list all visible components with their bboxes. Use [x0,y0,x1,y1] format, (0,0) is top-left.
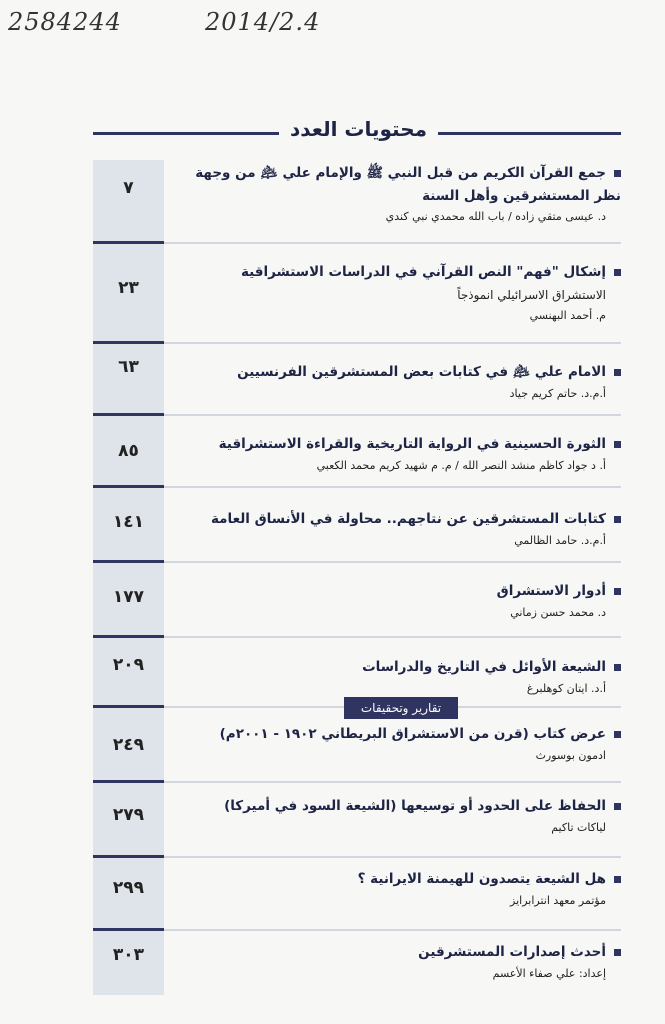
bullet-icon [614,731,621,738]
page-separator [93,928,164,931]
entry-authors: لياكات تاكيم [551,821,606,834]
page-separator [93,780,164,783]
bullet-icon [614,803,621,810]
entry-title: عرض كتاب (قرن من الاستشراق البريطاني ١٩٠٢ - ٢٠٠١م) [219,726,606,742]
handwritten-date: 2014/2.4 [205,8,321,36]
toc-entry [93,425,621,500]
page-separator [93,341,164,344]
entry-title: جمع القرآن الكريم من قبل النبي ﷺ والإمام علي ﵇ من وجهة [195,165,606,181]
entry-divider [164,486,621,488]
title-rule-right [438,132,621,135]
entry-title: إشكال "فهم" النص القرآني في الدراسات الاستشراقية [240,264,606,280]
bullet-icon [614,949,621,956]
entry-authors: أ.د. ايتان كوهلبرغ [526,682,606,695]
entry-title-line [189,580,621,603]
entry-body [189,508,621,551]
entry-title: كتابات المستشرقين عن نتاجهم.. محاولة في الأنساق العامة [210,511,606,527]
entry-authors: أ. د جواد كاظم منشد النصر الله / م. م شهيد كريم محمد الكعبي [316,459,606,472]
toc-entry [93,787,621,860]
entry-title-line [189,723,621,746]
handwritten-id: 2584244 [8,8,122,36]
page-number: ٢٠٩ [112,655,145,675]
entry-title-line [189,656,621,679]
page-number: ١٤١ [112,512,145,532]
entry-title-line [189,795,621,818]
entry-title-line [189,941,621,964]
entry-body [189,795,621,838]
entry-divider [164,929,621,931]
toc-entry [93,933,621,995]
entry-title: أدوار الاستشراق [496,583,606,599]
bullet-icon [614,441,621,448]
entry-authors: م. أحمد البهنسي [529,309,606,322]
entry-body [189,723,621,766]
page-number: ٧ [123,178,134,198]
entry-body [189,261,621,326]
entry-divider [164,781,621,783]
entry-body [189,656,621,699]
page-number: ٢٤٩ [112,735,145,755]
entry-divider [164,342,621,344]
contents-header [93,117,621,149]
bullet-icon [614,269,621,276]
entry-body [189,941,621,984]
entry-title: الحفاظ على الحدود أو توسيعها (الشيعة السود في أميركا) [224,798,606,814]
entry-authors: د. عيسى متقي زاده / باب الله محمدي نبي كندي [385,210,606,223]
entry-subtitle: نظر المستشرقين وأهل السنة [422,188,621,204]
page-separator [93,705,164,708]
bullet-icon [614,170,621,177]
page-separator [93,635,164,638]
title-rule-left [93,132,279,135]
page-separator [93,485,164,488]
entry-body [189,433,621,476]
entry-divider [164,561,621,563]
page-number: ٢٧٩ [112,805,145,825]
entry-title-line [189,433,621,456]
entry-body [189,361,621,404]
entry-subtitle: الاستشراق الاسرائيلي انموذجاً [457,288,606,302]
page-number: ٦٣ [118,357,139,377]
page-separator [93,413,164,416]
page-number: ٢٣ [118,278,139,298]
entry-title-line [189,508,621,531]
page-number: ٢٩٩ [112,878,145,898]
entry-divider [164,856,621,858]
page-number: ٨٥ [118,441,139,461]
entry-authors: ادمون بوسورث [535,749,606,762]
entry-body [189,868,621,911]
page-separator [93,241,164,244]
toc-entry [93,860,621,933]
bullet-icon [614,516,621,523]
entry-title-line [189,361,621,384]
page-number: ٣٠٣ [112,945,145,965]
bullet-icon [614,876,621,883]
entry-title: الامام علي ﵇ في كتابات بعض المستشرقين الفرنسيين [237,364,606,380]
toc-entry [93,160,621,253]
entry-authors: إعداد: علي صفاء الأعسم [492,967,606,980]
entry-title-line [189,868,621,891]
toc-entry [93,253,621,353]
entry-title: أحدث إصدارات المستشرقين [418,944,606,960]
entry-divider [164,242,621,244]
entry-title: هل الشيعة يتصدون للهيمنة الايرانية ؟ [357,871,606,887]
bullet-icon [614,664,621,671]
entry-authors: مؤتمر معهد انترابرايز [510,894,606,907]
page-separator [93,855,164,858]
entry-body [189,162,621,227]
entry-title: الثورة الحسينية في الرواية التاريخية والقراءة الاستشراقية [218,436,606,452]
section-badge: تقارير وتحقيقات [344,697,458,719]
entry-authors: أ.م.د. حامد الظالمي [514,534,606,547]
entry-title-line [189,162,621,185]
entry-authors: د. محمد حسن زماني [510,606,606,619]
page-title: محتويات العدد [289,117,428,141]
page-separator [93,560,164,563]
entry-authors: أ.م.د. حاتم كريم جياد [509,387,606,400]
toc-entry [93,715,621,787]
entry-body [189,580,621,623]
entry-title: الشيعة الأوائل في التاريخ والدراسات [362,659,606,675]
entry-title-line [189,261,621,284]
bullet-icon [614,588,621,595]
page-number: ١٧٧ [112,587,145,607]
entry-divider [164,414,621,416]
entry-divider [164,636,621,638]
bullet-icon [614,369,621,376]
